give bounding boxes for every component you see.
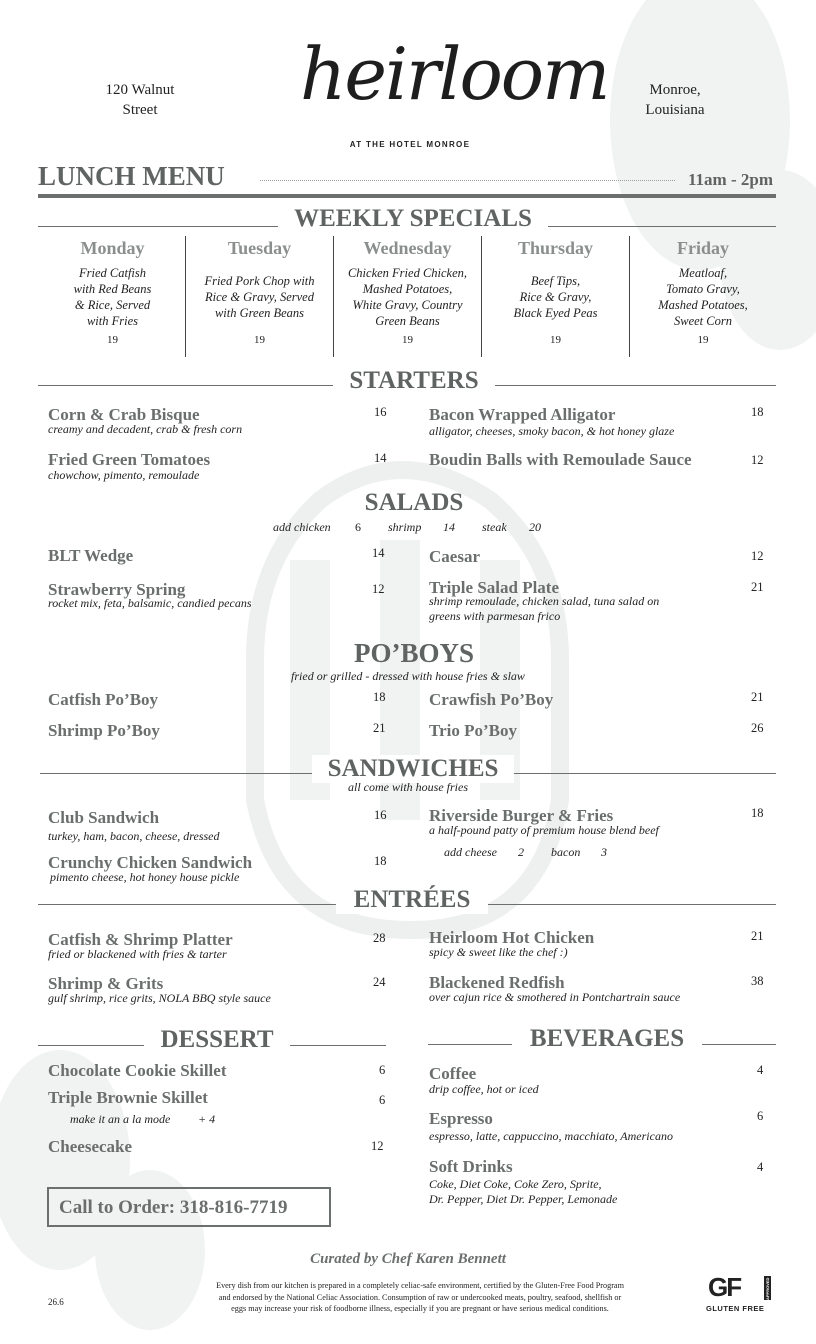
menu-item-price: 24 <box>373 975 386 989</box>
menu-item-price: 18 <box>751 806 764 820</box>
menu-item-name: Boudin Balls with Remoulade Sauce <box>429 450 692 469</box>
curated-by: Curated by Chef Karen Bennett <box>310 1251 506 1267</box>
menu-item-price: 21 <box>751 929 764 943</box>
menu-item-price: 38 <box>751 974 764 988</box>
gf-logo-icon: GF <box>708 1272 741 1302</box>
menu-item-description: shrimp remoulade, chicken salad, tuna salad on greens with parmesan frico <box>429 594 660 623</box>
menu-item-description: drip coffee, hot or iced <box>429 1082 539 1096</box>
special-friday <box>630 238 776 346</box>
salad-addon: add chicken <box>273 520 331 534</box>
menu-item-name: Chocolate Cookie Skillet <box>48 1061 227 1080</box>
menu-item-price: 26 <box>751 721 764 735</box>
menu-item-price: 4 <box>757 1063 764 1077</box>
menu-item-description: turkey, ham, bacon, cheese, dressed <box>48 829 220 843</box>
menu-item-price: 6 <box>757 1109 764 1123</box>
special-wednesday <box>334 238 481 346</box>
salad-addon-price: 14 <box>443 520 455 534</box>
menu-item-name: Shrimp & Grits <box>48 974 164 993</box>
poboys-title: PO’BOYS <box>353 638 474 668</box>
menu-item-price: 12 <box>371 1139 384 1153</box>
entrees-title: ENTRÉES <box>336 886 488 914</box>
heirloom-logo: heirloom <box>300 32 609 116</box>
salad-addon-price: 6 <box>355 520 361 534</box>
special-description: Fried Pork Chop with Rice & Gravy, Served with Green Beans <box>204 274 315 320</box>
menu-item-name: Crawfish Po’Boy <box>429 690 554 709</box>
menu-item-price: 18 <box>373 690 386 704</box>
menu-item-name: Heirloom Hot Chicken <box>429 928 595 947</box>
menu-item-price: 6 <box>379 1093 386 1107</box>
menu-item-price: 21 <box>373 721 386 735</box>
special-description: Meatloaf, Tomato Gravy, Mashed Potatoes, Sweet Corn <box>658 266 748 328</box>
special-monday <box>40 238 185 346</box>
menu-item-name: Triple Salad Plate <box>429 578 560 597</box>
menu-item-price: 14 <box>374 451 387 465</box>
special-price: 19 <box>107 334 118 346</box>
special-thursday <box>482 238 629 346</box>
menu-item-price: 16 <box>374 808 387 822</box>
special-price: 19 <box>697 334 709 346</box>
special-price: 19 <box>402 334 413 346</box>
burger-addon-price: 3 <box>601 845 607 859</box>
alamode-addon-price: + 4 <box>198 1112 216 1126</box>
address-line: Monroe, <box>649 82 701 98</box>
special-tuesday <box>186 238 333 346</box>
day-name: Monday <box>80 238 145 258</box>
menu-version-code: 26.6 <box>48 1297 64 1307</box>
weekly-specials-title: WEEKLY SPECIALS <box>278 205 548 233</box>
menu-item-description: creamy and decadent, crab & fresh corn <box>48 422 243 436</box>
day-name: Tuesday <box>227 238 292 258</box>
menu-item-name: BLT Wedge <box>48 546 134 565</box>
alamode-addon: make it an a la mode <box>70 1112 171 1126</box>
menu-item-name: Crunchy Chicken Sandwich <box>48 853 253 872</box>
day-name: Thursday <box>517 238 594 258</box>
menu-item-name: Triple Brownie Skillet <box>48 1088 208 1107</box>
menu-item-description: fried or blackened with fries & tarter <box>48 947 227 961</box>
menu-item-name: Catfish Po’Boy <box>48 690 159 709</box>
address-line: 120 Walnut <box>105 82 175 98</box>
menu-item-name: Shrimp Po’Boy <box>48 721 160 740</box>
gluten-free-badge <box>706 1272 776 1322</box>
menu-item-description: chowchow, pimento, remoulade <box>48 468 200 482</box>
menu-item-name: Strawberry Spring <box>48 580 186 599</box>
poboys-subtitle: fried or grilled - dressed with house fries & slaw <box>291 669 525 683</box>
salad-addon: steak <box>482 520 507 534</box>
menu-item-description: spicy & sweet like the chef :) <box>429 945 568 959</box>
menu-item-description: gulf shrimp, rice grits, NOLA BBQ style sauce <box>48 991 271 1005</box>
menu-item-name: Blackened Redfish <box>429 973 565 992</box>
header-rule <box>38 194 776 198</box>
menu-item-price: 12 <box>751 453 764 467</box>
address-right <box>615 80 735 120</box>
lunch-hours: 11am - 2pm <box>688 170 773 189</box>
menu-item-name: Riverside Burger & Fries <box>429 806 614 825</box>
sandwiches-title: SANDWICHES <box>312 755 514 783</box>
menu-item-description: over cajun rice & smothered in Pontchartrain sauce <box>429 990 681 1004</box>
burger-addon: add cheese <box>444 845 497 859</box>
menu-item-name: Bacon Wrapped Alligator <box>429 405 616 424</box>
menu-item-name: Catfish & Shrimp Platter <box>48 930 233 949</box>
special-price: 19 <box>550 334 561 346</box>
menu-item-name: Espresso <box>429 1109 493 1128</box>
menu-item-price: 12 <box>372 582 385 596</box>
salad-addon-price: 20 <box>529 520 541 534</box>
menu-item-name: Coffee <box>429 1064 477 1083</box>
menu-item-description: espresso, latte, cappuccino, macchiato, Americano <box>429 1129 673 1143</box>
menu-item-price: 4 <box>757 1160 764 1174</box>
menu-item-name: Trio Po’Boy <box>429 721 517 740</box>
beverages-title: BEVERAGES <box>512 1025 702 1053</box>
menu-item-description: pimento cheese, hot honey house pickle <box>50 870 240 884</box>
menu-item-name: Caesar <box>429 547 480 566</box>
menu-item-price: 12 <box>751 549 764 563</box>
logo-subtitle: AT THE HOTEL MONROE <box>349 140 471 149</box>
burger-addon: bacon <box>551 845 581 859</box>
title-dotted-leader <box>260 180 675 181</box>
menu-item-description: Coke, Diet Coke, Coke Zero, Sprite, Dr. Pepper, Diet Dr. Pepper, Lemonade <box>429 1177 618 1206</box>
menu-item-description: alligator, cheeses, smoky bacon, & hot honey glaze <box>429 424 675 438</box>
menu-item-price: 18 <box>751 405 764 419</box>
menu-item-price: 16 <box>374 405 387 419</box>
menu-item-description: a half-pound patty of premium house blend beef <box>429 823 659 837</box>
menu-item-name: Cheesecake <box>48 1137 133 1156</box>
menu-item-name: Corn & Crab Bisque <box>48 405 200 424</box>
salad-addon: shrimp <box>388 520 422 534</box>
menu-title: LUNCH MENU <box>38 161 225 191</box>
starters-title: STARTERS <box>333 367 495 395</box>
day-name: Friday <box>677 238 729 258</box>
menu-item-description: rocket mix, feta, balsamic, candied pecans <box>48 596 252 610</box>
special-description: Beef Tips, Rice & Gravy, Black Eyed Peas <box>513 274 598 320</box>
menu-item-price: 14 <box>372 546 385 560</box>
menu-item-price: 18 <box>374 854 387 868</box>
day-name: Wednesday <box>363 238 452 258</box>
address-line: Louisiana <box>645 102 705 118</box>
menu-item-price: 28 <box>373 931 386 945</box>
menu-item-name: Soft Drinks <box>429 1157 513 1176</box>
special-price: 19 <box>254 334 265 346</box>
dessert-title: DESSERT <box>144 1026 290 1054</box>
menu-item-price: 21 <box>751 690 764 704</box>
address-line: Street <box>122 102 158 118</box>
sandwiches-subtitle: all come with house fries <box>348 780 468 794</box>
salads-title: SALADS <box>364 489 464 516</box>
special-description: Chicken Fried Chicken, Mashed Potatoes, White Gravy, Country Green Beans <box>347 266 468 328</box>
special-description: Fried Catfish with Red Beans & Rice, Served with Fries <box>73 266 152 328</box>
burger-addon-price: 2 <box>518 845 524 859</box>
gluten-free-label: GLUTEN FREE <box>706 1304 765 1313</box>
menu-item-name: Fried Green Tomatoes <box>48 450 211 469</box>
address-left <box>80 80 200 120</box>
menu-item-price: 6 <box>379 1063 386 1077</box>
menu-item-price: 21 <box>751 580 764 594</box>
menu-item-name: Club Sandwich <box>48 808 160 827</box>
call-to-order-phone[interactable]: Call to Order: 318-816-7719 <box>47 1187 331 1227</box>
gf-approved-strip: APPROVED <box>765 1277 770 1300</box>
allergen-disclaimer: Every dish from our kitchen is prepared in a completely celiac-safe environment, certified by the Gluten-Free Food Program and endorsed by the National Celiac Association. Consumption of raw or undercooked meats, poultry, seafood, shellfish or eggs may increase your risk of foodborne illness, especially if you are pregnant or have serious medical conditions. <box>216 1281 624 1313</box>
